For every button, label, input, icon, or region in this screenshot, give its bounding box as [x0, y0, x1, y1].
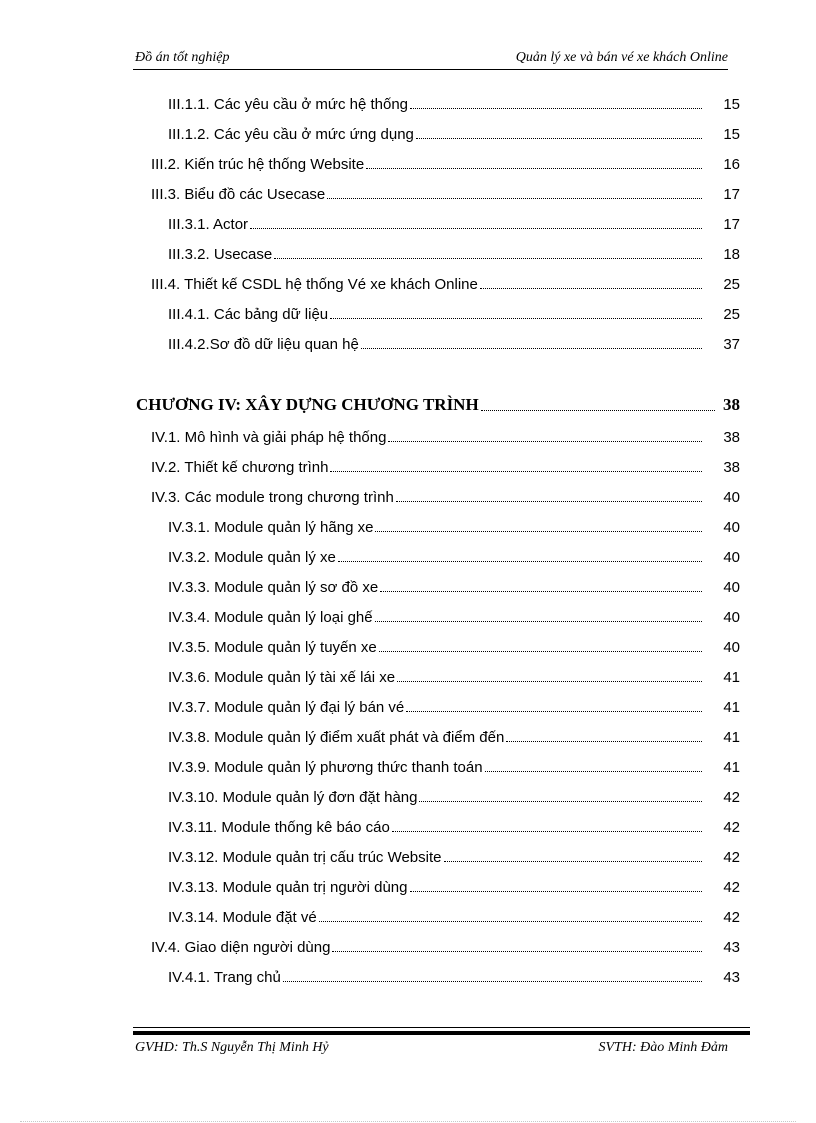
toc-entry[interactable]	[0, 334, 740, 356]
header-divider	[133, 69, 728, 70]
toc-dot-leader	[274, 258, 702, 259]
toc-dot-leader	[361, 348, 702, 349]
toc-dot-leader	[481, 410, 715, 411]
toc-entry[interactable]	[0, 937, 740, 959]
toc-entry[interactable]	[0, 757, 740, 779]
toc-entry-title: IV.3.9. Module quản lý phương thức thanh toán	[168, 757, 483, 779]
toc-dot-leader	[379, 651, 702, 652]
toc-dot-leader	[330, 318, 702, 319]
toc-dot-leader	[366, 168, 702, 169]
toc-dot-leader	[327, 198, 702, 199]
toc-entry[interactable]	[0, 154, 740, 176]
toc-entry[interactable]	[0, 667, 740, 689]
toc-page-number: 41	[723, 759, 740, 776]
toc-entry[interactable]	[0, 274, 740, 296]
toc-entry-title: III.4. Thiết kế CSDL hệ thống Vé xe khách Online	[151, 274, 478, 296]
toc-entry[interactable]	[0, 727, 740, 749]
toc-page-number: 42	[723, 879, 740, 896]
footer-right-text: SVTH: Đào Minh Đảm	[598, 1040, 728, 1055]
toc-dot-leader	[416, 138, 702, 139]
toc-entry[interactable]	[0, 124, 740, 146]
toc-dot-leader	[506, 741, 702, 742]
page-footer	[133, 1040, 728, 1060]
toc-chapter-heading[interactable]	[0, 393, 740, 417]
toc-dot-leader	[480, 288, 702, 289]
toc-entry-title: IV.4.1. Trang chủ	[168, 967, 281, 989]
toc-entry-title: III.3.2. Usecase	[168, 244, 272, 266]
header-left-text: Đồ án tốt nghiệp	[135, 50, 230, 65]
toc-dot-leader	[380, 591, 702, 592]
header-right-text: Quản lý xe và bán vé xe khách Online	[515, 50, 728, 65]
page-bottom-border	[20, 1121, 796, 1122]
toc-entry[interactable]	[0, 184, 740, 206]
toc-page-number: 41	[723, 699, 740, 716]
toc-entry[interactable]	[0, 847, 740, 869]
toc-entry[interactable]	[0, 877, 740, 899]
toc-entry[interactable]	[0, 577, 740, 599]
toc-page-number: 17	[723, 186, 740, 203]
toc-entry-title: IV.3.4. Module quản lý loại ghế	[168, 607, 373, 629]
toc-entry-title: IV.3.3. Module quản lý sơ đồ xe	[168, 577, 378, 599]
toc-dot-leader	[375, 531, 702, 532]
toc-page-number: 40	[723, 549, 740, 566]
toc-dot-leader	[332, 951, 702, 952]
toc-entry-title: IV.3.11. Module thống kê báo cáo	[168, 817, 390, 839]
toc-dot-leader	[397, 681, 702, 682]
footer-divider-thin	[133, 1027, 750, 1028]
toc-entry[interactable]	[0, 427, 740, 449]
toc-page-number: 43	[723, 939, 740, 956]
toc-entry-title: III.1.2. Các yêu cầu ở mức ứng dụng	[168, 124, 414, 146]
toc-entry-title: IV.3.8. Module quản lý điểm xuất phát và điểm đến	[168, 727, 504, 749]
toc-page-number: 15	[723, 126, 740, 143]
toc-entry-title: IV.3.2. Module quản lý xe	[168, 547, 336, 569]
toc-entry-title: III.3.1. Actor	[168, 214, 248, 236]
toc-entry-title: III.1.1. Các yêu cầu ở mức hệ thống	[168, 94, 408, 116]
toc-entry[interactable]	[0, 637, 740, 659]
toc-entry-title: III.3. Biểu đồ các Usecase	[151, 184, 325, 206]
toc-page-number: 43	[723, 969, 740, 986]
toc-page-number: 25	[723, 276, 740, 293]
toc-page-number: 18	[723, 246, 740, 263]
toc-dot-leader	[388, 441, 702, 442]
toc-dot-leader	[250, 228, 702, 229]
toc-entry[interactable]	[0, 907, 740, 929]
toc-entry[interactable]	[0, 517, 740, 539]
toc-page-number: 15	[723, 96, 740, 113]
toc-dot-leader	[283, 981, 702, 982]
toc-page-number: 40	[723, 489, 740, 506]
toc-dot-leader	[319, 921, 702, 922]
toc-entry-title: IV.3. Các module trong chương trình	[151, 487, 394, 509]
toc-page-number: 38	[723, 429, 740, 446]
toc-dot-leader	[396, 501, 702, 502]
toc-page-number: 38	[723, 459, 740, 476]
toc-entry-title: III.2. Kiến trúc hệ thống Website	[151, 154, 364, 176]
toc-page-number: 41	[723, 729, 740, 746]
toc-entry-title: IV.3.7. Module quản lý đại lý bán vé	[168, 697, 404, 719]
toc-entry[interactable]	[0, 547, 740, 569]
toc-dot-leader	[338, 561, 702, 562]
toc-entry-title: IV.4. Giao diện người dùng	[151, 937, 330, 959]
toc-entry[interactable]	[0, 304, 740, 326]
toc-entry-title: IV.1. Mô hình và giải pháp hệ thống	[151, 427, 386, 449]
toc-entry-title: IV.3.1. Module quản lý hãng xe	[168, 517, 373, 539]
toc-entry-title: IV.2. Thiết kế chương trình	[151, 457, 328, 479]
toc-entry-title: IV.3.10. Module quản lý đơn đặt hàng	[168, 787, 417, 809]
toc-entry[interactable]	[0, 214, 740, 236]
footer-divider-thick	[133, 1031, 750, 1035]
toc-page-number: 41	[723, 669, 740, 686]
toc-entry-title: III.4.1. Các bảng dữ liệu	[168, 304, 328, 326]
toc-page-number: 25	[723, 306, 740, 323]
toc-entry[interactable]	[0, 487, 740, 509]
toc-page-number: 40	[723, 639, 740, 656]
toc-page-number: 37	[723, 336, 740, 353]
toc-page-number: 42	[723, 819, 740, 836]
toc-entry-title: III.4.2.Sơ đồ dữ liệu quan hệ	[168, 334, 359, 356]
toc-dot-leader	[406, 711, 702, 712]
toc-entry[interactable]	[0, 817, 740, 839]
toc-dot-leader	[444, 861, 702, 862]
toc-page-number: 17	[723, 216, 740, 233]
footer-left-text: GVHD: Th.S Nguyễn Thị Minh Hỷ	[135, 1040, 329, 1055]
toc-dot-leader	[392, 831, 702, 832]
toc-page-number: 42	[723, 849, 740, 866]
toc-entry-title: IV.3.12. Module quản trị cấu trúc Website	[168, 847, 442, 869]
page-header	[133, 50, 728, 70]
toc-dot-leader	[410, 891, 702, 892]
toc-page-number: 42	[723, 909, 740, 926]
toc-entry-title: IV.3.6. Module quản lý tài xế lái xe	[168, 667, 395, 689]
toc-dot-leader	[330, 471, 702, 472]
toc-page-number: 16	[723, 156, 740, 173]
toc-page-number: 40	[723, 579, 740, 596]
toc-page-number: 40	[723, 519, 740, 536]
toc-page-number: 38	[723, 395, 740, 414]
toc-entry[interactable]	[0, 94, 740, 116]
toc-entry-title: IV.3.5. Module quản lý tuyến xe	[168, 637, 377, 659]
toc-entry[interactable]	[0, 607, 740, 629]
toc-dot-leader	[485, 771, 702, 772]
toc-entry[interactable]	[0, 697, 740, 719]
toc-dot-leader	[419, 801, 702, 802]
toc-entry-title: IV.3.14. Module đặt vé	[168, 907, 317, 929]
toc-dot-leader	[410, 108, 702, 109]
toc-entry[interactable]	[0, 787, 740, 809]
toc-entry[interactable]	[0, 244, 740, 266]
toc-page-number: 40	[723, 609, 740, 626]
toc-entry-title: CHƯƠNG IV: XÂY DỰNG CHƯƠNG TRÌNH	[136, 395, 479, 414]
toc-entry[interactable]	[0, 457, 740, 479]
toc-page-number: 42	[723, 789, 740, 806]
toc-entry[interactable]	[0, 967, 740, 989]
toc-dot-leader	[375, 621, 702, 622]
toc-entry-title: IV.3.13. Module quản trị người dùng	[168, 877, 408, 899]
